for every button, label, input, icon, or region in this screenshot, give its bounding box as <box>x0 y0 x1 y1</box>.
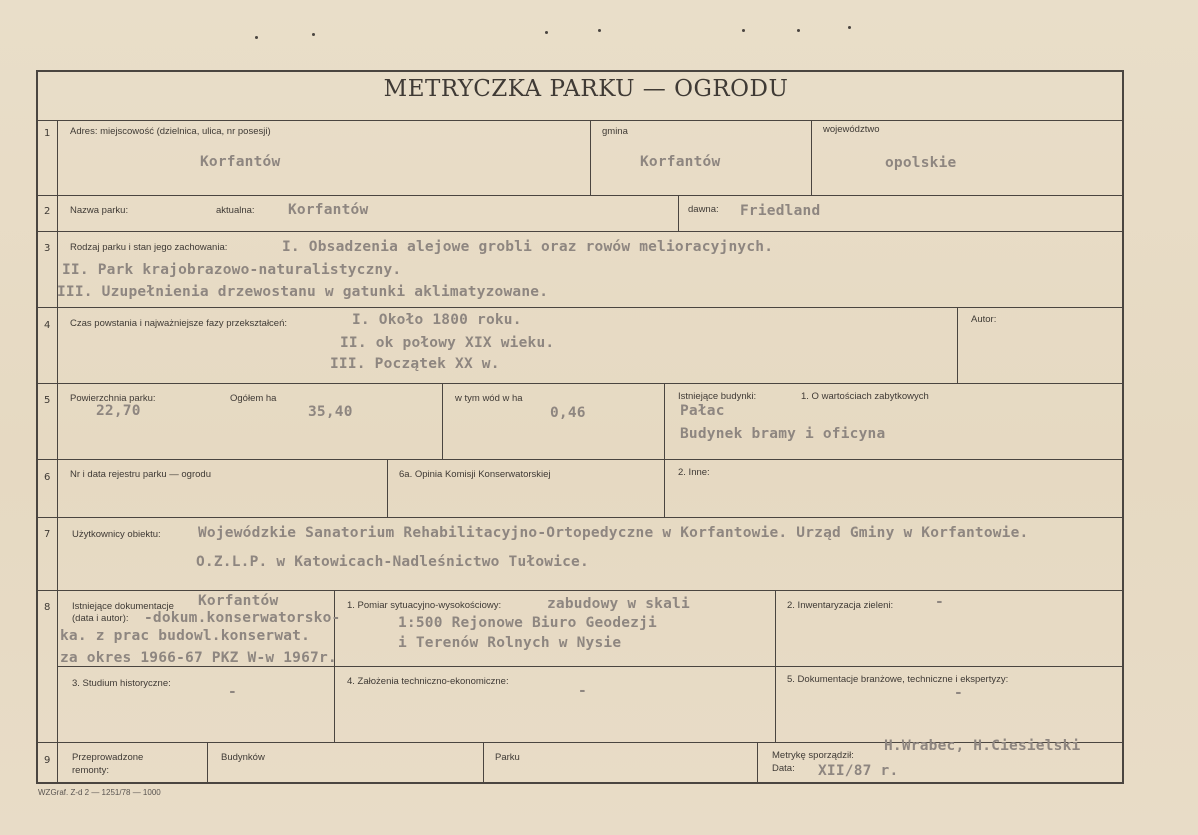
area-value: 22,70 <box>96 403 141 419</box>
total-ha-label: Ogółem ha <box>230 393 277 404</box>
row-divider <box>36 231 1124 232</box>
current-name-value: Korfantów <box>288 202 369 218</box>
row-number: 4 <box>44 320 51 331</box>
paper-speck <box>255 36 258 39</box>
row-divider <box>36 195 1124 196</box>
row-divider <box>57 666 1124 667</box>
paper-speck <box>598 29 601 32</box>
park-name-label: Nazwa parku: <box>70 205 129 216</box>
voivodeship-label: województwo <box>823 124 880 135</box>
paper-speck <box>312 33 315 36</box>
survey-line: i Terenów Rolnych w Nysie <box>398 635 622 651</box>
gmina-value: Korfantów <box>640 154 721 170</box>
row-number: 6 <box>44 472 51 483</box>
documentation-label: Istniejące dokumentacje <box>72 601 174 612</box>
building-item: Budynek bramy i oficyna <box>680 426 886 442</box>
technical-assumptions-value: - <box>578 683 587 699</box>
paper-speck <box>848 26 851 29</box>
date-label: Data: <box>772 763 795 774</box>
documentation-line: -dokum.konserwatorsko- <box>144 610 341 626</box>
renovations-label: Przeprowadzone <box>72 752 144 763</box>
history-line: III. Początek XX w. <box>330 356 500 372</box>
register-label: Nr i data rejestru parku — ogrodu <box>70 469 211 480</box>
area-label: Powierzchnia parku: <box>70 393 156 404</box>
print-footer: WZGraf. Z-d 2 — 1251/78 — 1000 <box>38 788 161 797</box>
greenery-inventory-label: 2. Inwentaryzacja zieleni: <box>787 600 894 611</box>
buildings-renovation-label: Budynków <box>221 752 265 763</box>
documentation-line: za okres 1966-67 PKZ W-w 1967r. <box>60 650 337 666</box>
water-ha-label: w tym wód w ha <box>455 393 523 404</box>
building-item: Pałac <box>680 403 725 419</box>
sector-documentation-value: - <box>954 685 963 701</box>
survey-line: zabudowy w skali <box>547 596 690 612</box>
row-divider <box>36 307 1124 308</box>
other-buildings-label: 2. Inne: <box>678 467 710 478</box>
cell-divider <box>957 307 958 383</box>
row-number: 8 <box>44 602 51 613</box>
row-number: 5 <box>44 395 51 406</box>
former-name-label: dawna: <box>688 204 719 215</box>
row-divider <box>36 383 1124 384</box>
history-label: Czas powstania i najważniejsze fazy przekształceń: <box>70 318 288 329</box>
date-value: XII/87 r. <box>818 763 899 779</box>
prepared-by-value: H.Wrabec, H.Ciesielski <box>884 738 1081 754</box>
total-ha-value: 35,40 <box>308 404 353 420</box>
park-renovation-label: Parku <box>495 752 520 763</box>
former-name-value: Friedland <box>740 203 821 219</box>
cell-divider <box>757 742 758 782</box>
historical-study-value: - <box>228 684 237 700</box>
row-divider <box>36 459 1124 460</box>
commission-opinion-label: 6a. Opinia Komisji Konserwatorskiej <box>399 469 551 480</box>
sector-documentation-label: 5. Dokumentacje branżowe, techniczne i ekspertyzy: <box>787 674 1009 685</box>
row-divider <box>36 120 1124 121</box>
history-line: I. Około 1800 roku. <box>352 312 522 328</box>
park-type-line: II. Park krajobrazowo-naturalistyczny. <box>62 262 402 278</box>
history-line: II. ok połowy XIX wieku. <box>340 335 555 351</box>
row-number: 3 <box>44 243 51 254</box>
row-number: 2 <box>44 206 51 217</box>
cell-divider <box>207 742 208 782</box>
greenery-inventory-value: - <box>935 594 944 610</box>
prepared-by-label: Metrykę sporządził: <box>772 750 854 761</box>
documentation-line: ka. z prac budowl.konserwat. <box>60 628 311 644</box>
cell-divider <box>387 459 388 517</box>
number-column-divider <box>57 120 58 782</box>
park-type-label: Rodzaj parku i stan jego zachowania: <box>70 242 228 253</box>
park-type-line: III. Uzupełnienia drzewostanu w gatunki aklimatyzowane. <box>57 284 549 300</box>
cell-divider <box>442 383 443 459</box>
users-label: Użytkownicy obiektu: <box>72 529 161 540</box>
technical-assumptions-label: 4. Założenia techniczno-ekonomiczne: <box>347 676 509 687</box>
address-label: Adres: miejscowość (dzielnica, ulica, nr posesji) <box>70 126 271 137</box>
water-ha-value: 0,46 <box>550 405 586 421</box>
cell-divider <box>775 590 776 742</box>
paper-speck <box>545 31 548 34</box>
documentation-sublabel: (data i autor): <box>72 613 129 624</box>
row-number: 1 <box>44 128 51 139</box>
row-divider <box>36 517 1124 518</box>
row-divider <box>36 590 1124 591</box>
paper-speck <box>797 29 800 32</box>
cell-divider <box>678 195 679 231</box>
cell-divider <box>483 742 484 782</box>
survey-line: 1:500 Rejonowe Biuro Geodezji <box>398 615 657 631</box>
park-type-line: I. Obsadzenia alejowe grobli oraz rowów melioracyjnych. <box>282 239 774 255</box>
cell-divider <box>590 120 591 195</box>
voivodeship-value: opolskie <box>885 155 957 171</box>
users-line: O.Z.L.P. w Katowicach-Nadleśnictwo Tułowice. <box>196 554 589 570</box>
current-name-label: aktualna: <box>216 205 255 216</box>
historic-buildings-label: 1. O wartościach zabytkowych <box>801 391 929 402</box>
form-title: METRYCZKA PARKU — OGRODU <box>383 76 789 102</box>
gmina-label: gmina <box>602 126 628 137</box>
users-line: Wojewódzkie Sanatorium Rehabilitacyjno-Ortopedyczne w Korfantowie. Urząd Gminy w Korfantowie. <box>198 525 1029 541</box>
author-label: Autor: <box>971 314 997 325</box>
renovations-sublabel: remonty: <box>72 765 109 776</box>
survey-label: 1. Pomiar sytuacyjno-wysokościowy: <box>347 600 502 611</box>
cell-divider <box>664 383 665 517</box>
address-value: Korfantów <box>200 154 281 170</box>
row-number: 7 <box>44 529 51 540</box>
buildings-label: Istniejące budynki: <box>678 391 757 402</box>
row-number: 9 <box>44 755 51 766</box>
historical-study-label: 3. Studium historyczne: <box>72 678 171 689</box>
documentation-line: Korfantów <box>198 593 279 609</box>
paper-speck <box>742 29 745 32</box>
cell-divider <box>811 120 812 195</box>
